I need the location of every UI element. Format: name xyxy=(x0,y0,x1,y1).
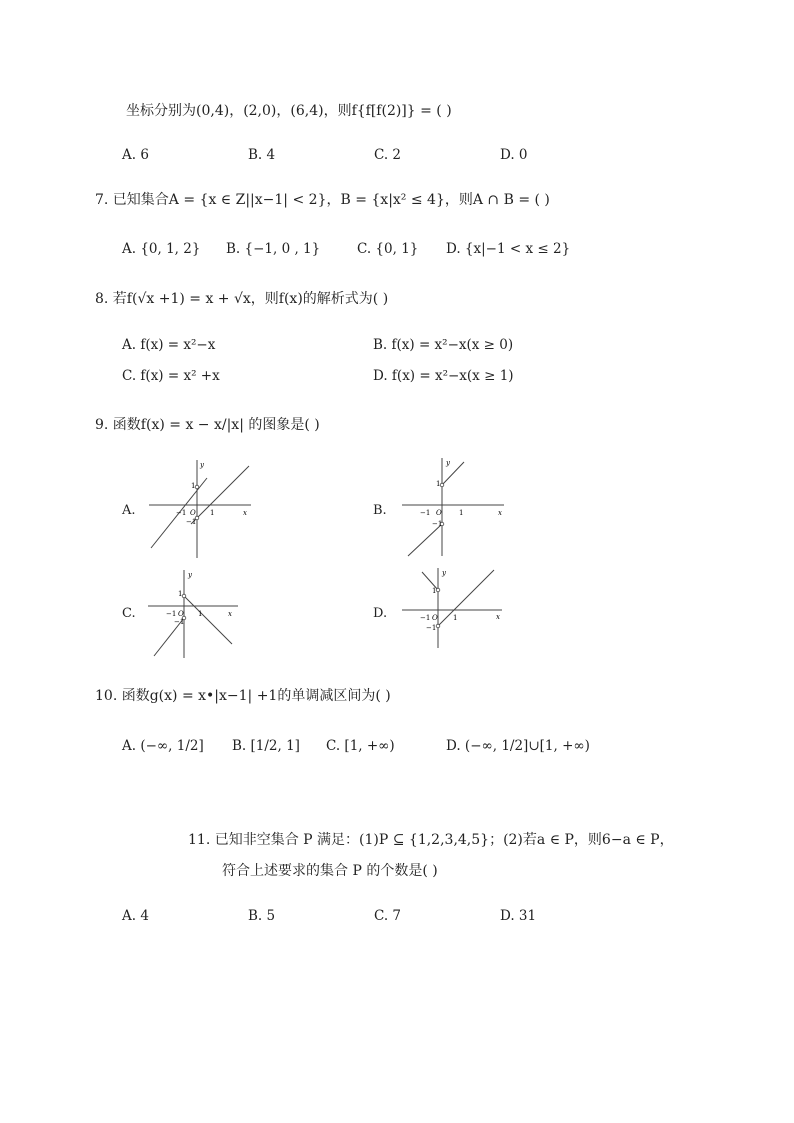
graph-a-right-branch xyxy=(191,466,249,524)
graph-d-y-label: y xyxy=(442,569,446,577)
question-10-option-d[interactable]: D. (−∞, 1/2]∪[1, +∞) xyxy=(446,738,590,754)
graph-b-tick-1x: 1 xyxy=(459,509,464,517)
question-8-option-c[interactable]: C. f(x) = x² +x xyxy=(122,368,220,384)
question-11-option-d[interactable]: D. 31 xyxy=(500,908,537,924)
question-10-option-a[interactable]: A. (−∞, 1/2] xyxy=(122,738,204,754)
graph-a-y-label: y xyxy=(200,461,204,469)
graph-a-open-point-top xyxy=(195,485,199,489)
question-6-option-d[interactable]: D. 0 xyxy=(500,147,528,163)
question-11-option-a[interactable]: A. 4 xyxy=(122,908,149,924)
graph-d-tick-neg1y: −1 xyxy=(426,624,437,632)
question-9-label-c[interactable]: C. xyxy=(122,606,136,621)
graph-option-a[interactable] xyxy=(145,458,255,560)
graph-d-open-point-bottom xyxy=(436,624,440,628)
question-9-label-d[interactable]: D. xyxy=(373,606,388,621)
question-7-option-d[interactable]: D. {x|−1 < x ≤ 2} xyxy=(446,241,571,257)
question-6-option-a[interactable]: A. 6 xyxy=(122,147,149,163)
question-8-option-b[interactable]: B. f(x) = x²−x(x ≥ 0) xyxy=(373,337,514,353)
graph-c-open-point-top xyxy=(182,594,186,598)
graph-a-origin: O xyxy=(190,509,196,517)
graph-d-tick-neg1x: −1 xyxy=(420,614,431,622)
question-6-stem: 坐标分别为(0,4)，(2,0)，(6,4)，则f{f[f(2)]} = ( ) xyxy=(126,103,452,119)
question-7-option-c[interactable]: C. {0, 1} xyxy=(357,241,419,257)
question-7-option-a[interactable]: A. {0, 1, 2} xyxy=(122,241,201,257)
graph-d-x-label: x xyxy=(496,613,500,621)
graph-b-x-label: x xyxy=(498,509,502,517)
graph-d-origin: O xyxy=(432,614,438,622)
graph-c-origin: O xyxy=(178,610,184,618)
graph-c-tick-1y: 1 xyxy=(178,590,183,598)
graph-d-tick-1x: 1 xyxy=(453,614,458,622)
question-7-stem: 7. 已知集合A = {x ∈ Z||x−1| < 2}，B = {x|x² ≤ 4}，则A ∩ B = ( ) xyxy=(95,192,550,208)
graph-b-tick-neg1x: −1 xyxy=(420,509,431,517)
question-9-stem: 9. 函数f(x) = x − x/|x| 的图象是( ) xyxy=(95,417,320,433)
question-9-label-b[interactable]: B. xyxy=(373,503,387,518)
question-6-option-c[interactable]: C. 2 xyxy=(374,147,402,163)
question-10-stem: 10. 函数g(x) = x•|x−1| +1的单调减区间为( ) xyxy=(95,688,391,704)
question-11-option-b[interactable]: B. 5 xyxy=(248,908,276,924)
graph-b-y-label: y xyxy=(446,459,450,467)
graph-d-right-branch xyxy=(438,570,494,626)
graph-c-tick-1x: 1 xyxy=(198,610,203,618)
question-6-option-b[interactable]: B. 4 xyxy=(248,147,276,163)
graph-d-open-point-top xyxy=(436,588,440,592)
graph-b-tick-neg1y: −1 xyxy=(432,520,443,528)
graph-option-b[interactable] xyxy=(398,456,508,560)
graph-c-x-label: x xyxy=(228,610,232,618)
question-8-option-a[interactable]: A. f(x) = x²−x xyxy=(122,337,216,353)
graph-a-tick-1x: 1 xyxy=(210,509,215,517)
question-11-stem-line-1: 11. 已知非空集合 P 满足：(1)P ⊆ {1,2,3,4,5}；(2)若a ∈ P，则6−a ∈ P， xyxy=(188,832,674,848)
question-8-option-d[interactable]: D. f(x) = x²−x(x ≥ 1) xyxy=(373,368,514,384)
graph-b-open-point-top xyxy=(440,483,444,487)
graph-a-x-label: x xyxy=(243,509,247,517)
question-10-option-c[interactable]: C. [1, +∞) xyxy=(326,738,395,754)
graph-d-tick-1y: 1 xyxy=(432,587,437,595)
question-9-label-a[interactable]: A. xyxy=(122,503,136,518)
graph-c-y-label: y xyxy=(188,571,192,579)
question-8-stem: 8. 若f(√x +1) = x + √x，则f(x)的解析式为( ) xyxy=(95,291,389,307)
graph-c-tick-neg1x: −1 xyxy=(166,610,177,618)
question-7-option-b[interactable]: B. {−1, 0 , 1} xyxy=(226,241,321,257)
graph-c-right-branch xyxy=(184,596,232,644)
graph-option-d[interactable] xyxy=(398,566,504,650)
graph-option-c[interactable] xyxy=(146,568,240,660)
question-10-option-b[interactable]: B. [1/2, 1] xyxy=(232,738,300,754)
question-11-stem-line-2: 符合上述要求的集合 P 的个数是( ) xyxy=(222,863,438,879)
graph-b-origin: O xyxy=(436,509,442,517)
graph-b-tick-1y: 1 xyxy=(436,480,441,488)
graph-b-left-branch xyxy=(408,524,442,556)
graph-a-tick-1y: 1 xyxy=(191,482,196,490)
question-11-option-c[interactable]: C. 7 xyxy=(374,908,402,924)
graph-a-tick-neg1y: −1 xyxy=(186,518,197,526)
graph-c-tick-neg1y: −1 xyxy=(174,618,185,626)
graph-a-tick-neg1x: −1 xyxy=(176,509,187,517)
